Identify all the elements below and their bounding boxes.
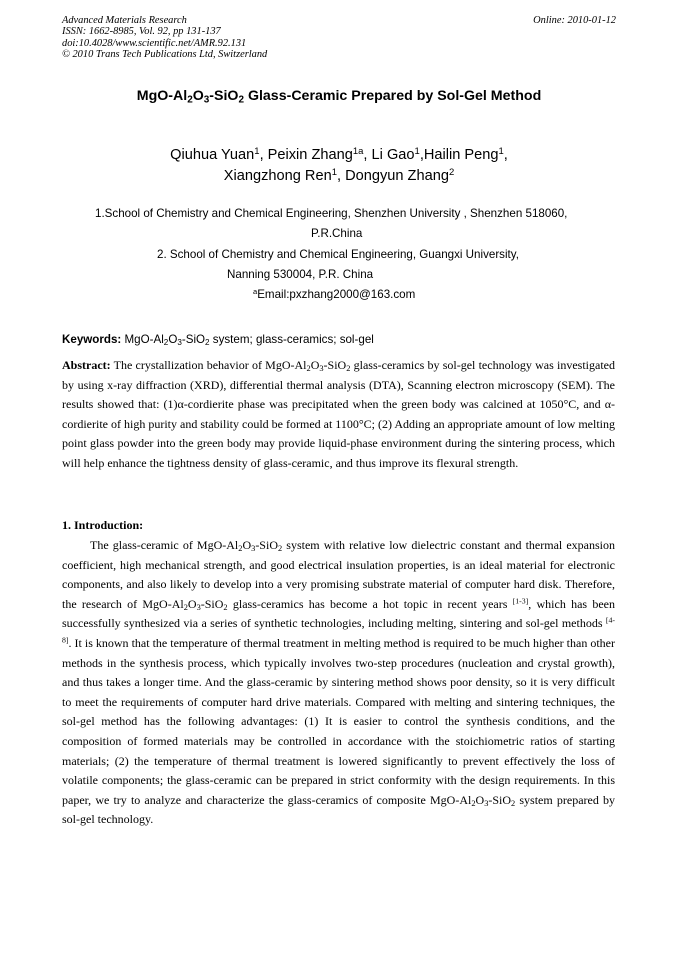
affiliation-2-line-1: 2. School of Chemistry and Chemical Engineering, Guangxi University,: [157, 248, 519, 261]
author-line-1: Qiuhua Yuan$^1$, Peixin Zhang$^{1a}$, Li Gao$^1$,Hailin Peng$^1$,: [170, 145, 508, 163]
online-date: Online: 2010-01-12: [533, 15, 616, 26]
author-list: [0, 145, 678, 187]
copyright-line: © 2010 Trans Tech Publications Ltd, Switzerland: [62, 48, 268, 60]
contact-email: $^a$Email:pxzhang2000@163.com: [253, 286, 416, 301]
affiliation-1-line-1: 1.School of Chemistry and Chemical Engineering, Shenzhen University , Shenzhen 518060,: [95, 207, 568, 220]
affiliation-2-line-2: Nanning 530004, P.R. China: [227, 268, 374, 281]
introduction-paragraph: The glass-ceramic of MgO-$Al_2O_3-SiO_2$ system with relative low dielectric constant and thermal expansion coefficient, high mechanical strength, and good electrical insulation properties, is an ideal material for electronic components, and also likely to develop into a very promising substrate material of computer hard disk. Therefore, the research of MgO-$Al_2O_3-SiO_2$ glass-ceramics has become a hot topic in recent years [1-3], which has been successfully synthesized via a series of synthetic technologies, including melting, sintering and sol-gel methods [4-8]. It is known that the temperature of thermal treatment in melting method is required to be much higher than other methods in the synthesis process, which typically involves two-step procedures (nucleation and crystal growth), and thus takes a longer time. And the glass-ceramic by sintering method shows poor density, so it is very difficult to meet the requirements of computer hard drive materials. Compared with melting and sintering techniques, the sol-gel method has the following advantages: (1) It is easier to control the synthesis conditions, and the composition of formed materials may be controlled in accordance with the stoichiometric ratios of starting materials; (2) the temperature of thermal treatment is lowered significantly to prevent effectively the loss of volatile components; the glass-ceramic can be prepared in strict conformity with the design requirements. In this paper, we try to analyze and characterize the glass-ceramics of composite MgO-$Al_2O_3-SiO_2$ system prepared by sol-gel technology.: [62, 538, 616, 827]
affiliation-1-line-2: P.R.China: [311, 227, 363, 240]
journal-name: Advanced Materials Research: [62, 15, 187, 26]
journal-header: [62, 15, 616, 60]
author-line-2: Xiangzhong Ren$^1$, Dongyun Zhang$^2$: [223, 166, 455, 184]
issn-line: ISSN: 1662-8985, Vol. 92, pp 131-137: [62, 26, 221, 38]
keywords-line: Keywords: MgO-$Al_2O_3-SiO_2$ system; glass-ceramics; sol-gel: [62, 333, 374, 348]
abstract-label: Abstract:: [62, 358, 111, 372]
doi-line: doi:10.4028/www.scientific.net/AMR.92.131: [62, 37, 247, 49]
section-heading-introduction: 1. Introduction:: [62, 518, 144, 532]
citation-ref: [1-3]: [512, 596, 529, 606]
citation-ref: [4-8]: [62, 616, 615, 645]
paper-title: MgO-$Al_2O_3-SiO_2$ Glass-Ceramic Prepared by Sol-Gel Method: [136, 88, 542, 106]
abstract-paragraph: Abstract: The crystallization behavior of MgO-$Al_2O_3-SiO_2$ glass-ceramics by sol-gel technology was investigated by using x-ray diffraction (XRD), differential thermal analysis (DTA), Scanning electron microscopy (SEM). The results showed that: (1)α-cordierite phase was precipitated when the green body was calcined at 1050°C, and α-cordierite of high purity and stability could be formed at 1100°C; (2) Adding an appropriate amount of low melting point glass powder into the green body may provide liquid-phase environment during the sintering process, which will help enhance the tightness density of glass-ceramic, and thus improve its flexural strength.: [62, 358, 615, 470]
keywords-label: Keywords:: [62, 333, 122, 346]
